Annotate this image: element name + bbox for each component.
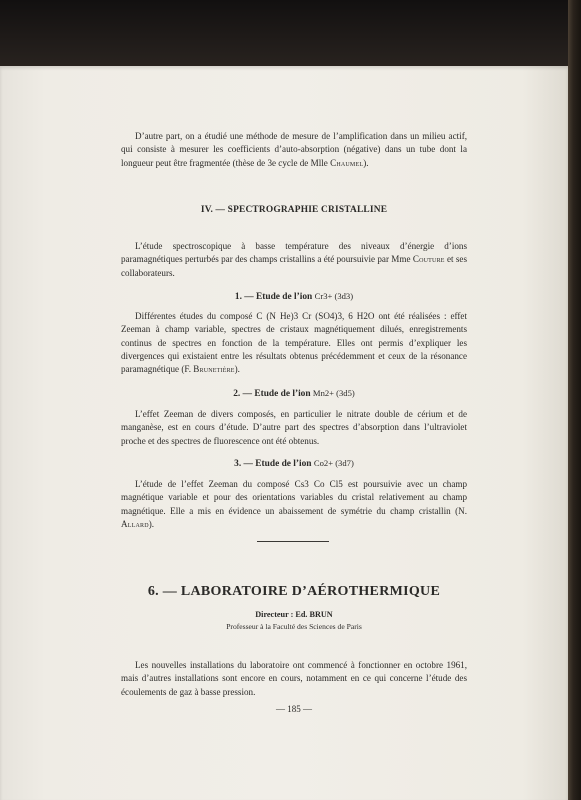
document-page [0,66,568,800]
scan-right-edge [568,0,581,800]
subsection-heading-cr: 1. — Etude de l’ion Cr3+ (3d3) [234,291,354,302]
chemical-formula: Cs3 Co Cl5 [294,479,343,489]
author-name: Couture [412,254,445,265]
page-number: — 185 — [276,704,312,714]
cr-studies-paragraph: Différentes études du composé C (N He)3 Cr (SO4)3, 6 H2O ont été réalisées : effet Zeeman à champ variable, spectres de cristaux magnétiquement dilués, enregistrements continus de spectres en fonction de la température. Elles ont permis d’expliquer les divergences qui existaient entre les résultats obtenus précédemment et ceux de la résonance paramagnétique (F. Brunetière). [121,311,467,375]
professor-line: Professeur à la Faculté des Sciences de Paris [226,622,362,631]
mn-studies-paragraph: L’effet Zeeman de divers composés, en particulier le nitrate double de cérium et de manganèse, est en cours d’étude. D’autre part des spectres d’absorption dans l’ultraviolet proche et des spectres de fluorescence ont été obtenus. [121,409,467,446]
laboratory-paragraph: Les nouvelles installations du laboratoire ont commencé à fonctionner en octobre 1961, mais d’autres installations sont encore en cours, notamment en ce qui concerne l’étude des écoulements de gaz à basse pression. [121,660,467,697]
subsection-heading-mn: 2. — Etude de l’ion Mn2+ (3d5) [233,388,355,399]
director-line: Directeur : Ed. BRUN [255,610,333,619]
laboratory-title: 6. — LABORATOIRE D’AÉROTHERMIQUE [147,584,441,599]
author-name: Chaumel [330,157,364,168]
subsection-heading-co: 3. — Etude de l’ion Co2+ (3d7) [234,458,354,469]
page-content [0,66,568,800]
section-divider [257,541,329,542]
author-name: Allard [121,518,149,529]
ion-label: Co2+ (3d7) [313,458,354,468]
chemical-formula: C (N He)3 Cr (SO4)3, 6 H2O [256,311,375,321]
author-name: Brunetière [193,364,235,375]
ion-label: Mn2+ (3d5) [312,388,355,398]
intro-paragraph: D’autre part, on a étudié une méthode de mesure de l’amplification dans un milieu actif, qui consiste à mesurer les coefficients d’auto-absorption (négative) dans un tube dont la longueur peut être fragmentée (thèse de 3e cycle de Mlle Chaumel). [121,131,467,168]
section-intro-paragraph: L’étude spectroscopique à basse température des niveaux d’énergie d’ions paramagnétiques perturbés par des champs cristallins a été poursuivie par Mme Couture et ses collaborateurs. [121,241,467,278]
co-studies-paragraph: L’étude de l’effet Zeeman du composé Cs3 Co Cl5 est poursuivie avec un champ magnétique variable et pour des orientations variables du cristal relativement au champ magnétique. Elle a mis en évidence un abaissement de symétrie du champ cristallin (N. Allard). [121,479,467,529]
ion-label: Cr3+ (3d3) [314,291,354,301]
section-heading: IV. — SPECTROGRAPHIE CRISTALLINE [200,205,388,215]
scan-top-border [0,0,581,72]
